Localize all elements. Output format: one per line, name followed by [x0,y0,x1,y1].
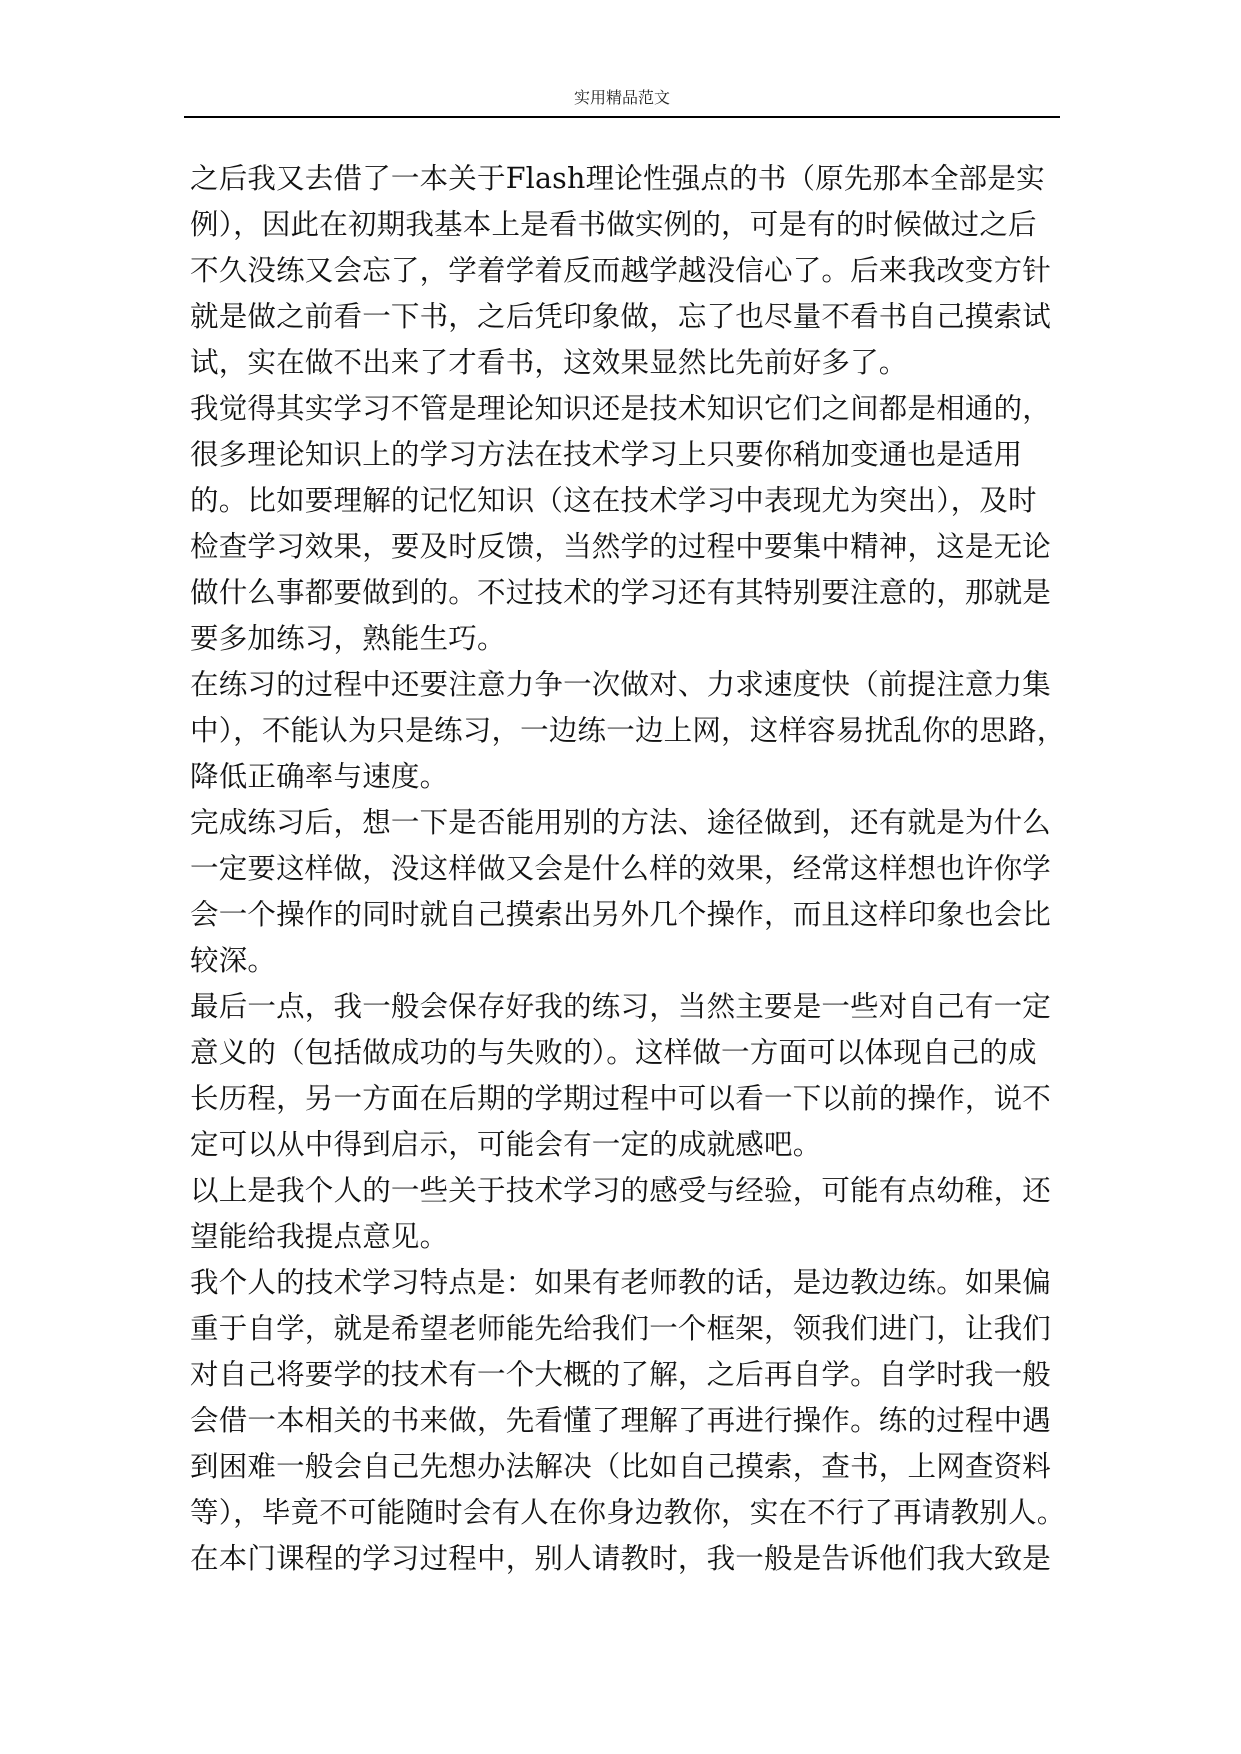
page-header [184,80,1060,118]
text-line: 到困难一般会自己先想办法解决（比如自己摸索，查书，上网查资料 [190,1450,1052,1483]
document-body [190,156,1070,1582]
text-line: 在本门课程的学习过程中，别人请教时，我一般是告诉他们我大致是 [190,1542,1052,1575]
text-line: 例），因此在初期我基本上是看书做实例的，可是有的时候做过之后 [190,208,1037,241]
text-line: 会一个操作的同时就自己摸索出另外几个操作，而且这样印象也会比 [190,898,1052,931]
text-line: 试，实在做不出来了才看书，这效果显然比先前好多了。 [190,346,908,379]
text-line: 一定要这样做，没这样做又会是什么样的效果，经常这样想也许你学 [190,852,1052,885]
text-line: 就是做之前看一下书，之后凭印象做，忘了也尽量不看书自己摸索试 [190,300,1052,333]
text-line: 较深。 [190,944,277,977]
text-line: 不久没练又会忘了，学着学着反而越学越没信心了。后来我改变方针 [190,254,1052,287]
text-line: 望能给我提点意见。 [190,1220,449,1253]
text-line: 以上是我个人的一些关于技术学习的感受与经验，可能有点幼稚，还 [190,1174,1052,1207]
text-line: 要多加练习，熟能生巧。 [190,622,506,655]
header-title: 实用精品范文 [573,88,670,107]
text-line: 的。比如要理解的记忆知识（这在技术学习中表现尤为突出），及时 [190,484,1037,517]
text-line: 等），毕竟不可能随时会有人在你身边教你，实在不行了再请教别人。 [190,1496,1066,1529]
text-line: 意义的（包括做成功的与失败的）。这样做一方面可以体现自己的成 [190,1036,1037,1069]
text-line: 在练习的过程中还要注意力争一次做对、力求速度快（前提注意力集 [190,668,1052,701]
text-line: 降低正确率与速度。 [190,760,449,793]
text-line: 做什么事都要做到的。不过技术的学习还有其特别要注意的，那就是 [190,576,1052,609]
text-line: 我觉得其实学习不管是理论知识还是技术知识它们之间都是相通的， [190,392,1052,425]
text-line: 最后一点，我一般会保存好我的练习，当然主要是一些对自己有一定 [190,990,1052,1023]
text-line: 检查学习效果，要及时反馈，当然学的过程中要集中精神，这是无论 [190,530,1052,563]
text-line: 中），不能认为只是练习，一边练一边上网，这样容易扰乱你的思路， [190,714,1066,747]
text-line: 我个人的技术学习特点是：如果有老师教的话，是边教边练。如果偏 [190,1266,1052,1299]
text-line: 很多理论知识上的学习方法在技术学习上只要你稍加变通也是适用 [190,438,1023,471]
text-line: 重于自学，就是希望老师能先给我们一个框架，领我们进门，让我们 [190,1312,1052,1345]
text-line: 长历程，另一方面在后期的学期过程中可以看一下以前的操作，说不 [190,1082,1052,1115]
text-line: 完成练习后，想一下是否能用别的方法、途径做到，还有就是为什么 [190,806,1052,839]
text-line: 会借一本相关的书来做，先看懂了理解了再进行操作。练的过程中遇 [190,1404,1052,1437]
text-line: 对自己将要学的技术有一个大概的了解，之后再自学。自学时我一般 [190,1358,1052,1391]
text-line: 定可以从中得到启示，可能会有一定的成就感吧。 [190,1128,822,1161]
text-line: 之后我又去借了一本关于Flash理论性强点的书（原先那本全部是实 [190,162,1045,195]
